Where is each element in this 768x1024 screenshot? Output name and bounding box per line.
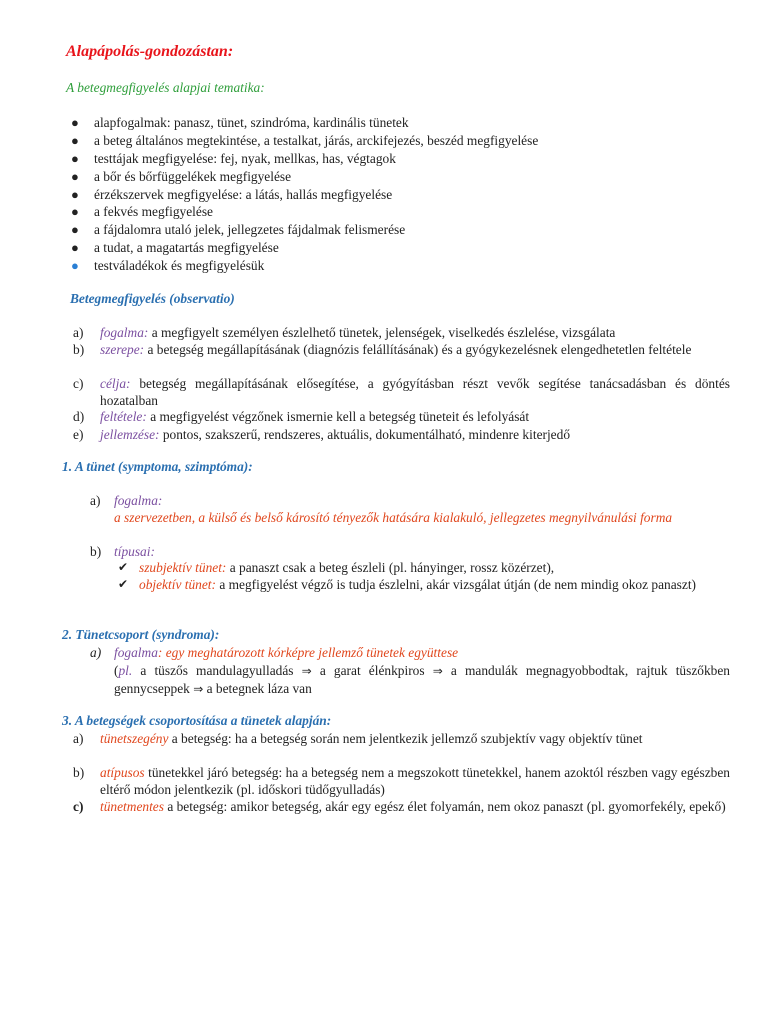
item-text: a betegség: ha a betegség során nem jelentkezik jellemző szubjektív vagy objektív tünet [168,731,643,746]
item-label: objektív tünet: [139,577,216,592]
item-letter: c) [73,376,84,391]
list-item: ● testtájak megfigyelése: fej, nyak, mellkas, has, végtagok [71,150,396,166]
check-mark-icon: ✔ [118,560,129,574]
bullet-icon: ● [71,168,79,184]
item-label: típusai: [114,544,155,559]
list-item [73,426,730,443]
section-heading-symptom: 1. A tünet (symptoma, szimptóma): [62,459,253,474]
item-letter: a) [90,645,102,660]
item-text: a betegség megállapításának (diagnózis felállításának) és a gyógykezelésnek elengedhetetlen feltétele [144,342,692,357]
item-letter: b) [90,544,102,559]
list-item [73,408,730,425]
bullet-icon: ● [71,258,79,274]
topic-list [70,114,730,275]
item-label: jellemzése: [100,427,160,442]
list-item: ● érzékszervek megfigyelése: a látás, hallás megfigyelése [71,186,393,202]
document-title: Alapápolás-gondozástan: [66,43,234,60]
bullet-icon: ● [71,150,79,166]
item-letter: a) [90,493,101,508]
list-item: ● a tudat, a magatartás megfigyelése [71,240,279,256]
item-letter: d) [73,409,85,424]
list-item: ● testváladékok és megfigyelésük [71,258,265,274]
item-text: a szervezetben, a külső és belső károsító tényezők hatására kialakuló, jellegzetes megnyilvánulási forma [114,510,673,525]
implies-arrow-icon: ⇒ [301,664,312,678]
list-item: ● a fájdalomra utaló jelek, jellegzetes fájdalmak felismerése [71,222,406,238]
item-label: célja: [100,376,131,391]
item-label: fogalma: [100,325,149,340]
item-text: a megfigyelést végzőnek ismernie kell a betegség tüneteit és lefolyását [146,409,530,424]
bullet-icon: ● [71,240,79,256]
item-label: tünetmentes [100,799,164,814]
list-item: ● a fekvés megfigyelése [71,204,213,220]
list-item: ● a beteg általános megtekintése, a testalkat, járás, arckifejezés, beszéd megfigyelése [71,132,539,148]
list-item [73,764,730,798]
bullet-icon: ● [71,115,79,130]
section-heading-observatio: Betegmegfigyelés (observatio) [70,291,235,306]
check-mark-icon: ✔ [118,577,129,591]
document-subtitle: A betegmegfigyelés alapjai tematika: [66,80,265,95]
item-label: szubjektív tünet: [139,560,227,575]
item-text: a panaszt csak a beteg észleli (pl. hányinger, rossz közérzet), [226,560,555,575]
list-item [90,644,730,661]
item-letter: a) [73,731,84,746]
item-text: pontos, szakszerű, rendszeres, aktuális, dokumentálható, mindenre kiterjedő [159,427,571,442]
list-item [90,543,730,560]
item-letter: a) [73,325,84,340]
item-label: szerepe: [100,342,145,357]
list-item: ● a bőr és bőrfüggelékek megfigyelése [71,168,292,184]
bullet-icon: ● [71,204,79,220]
implies-arrow-icon: ⇒ [432,664,443,678]
list-item [73,375,730,409]
list-item [90,492,730,526]
item-label: feltétele: [100,409,147,424]
item-text: a megfigyelt személyen észlelhető tünetek, jelenségek, viselkedés észlelése, vizsgálata [148,325,616,340]
item-text: : egy meghatározott kórképre jellemző tünetek együttese [157,645,459,660]
item-letter: b) [73,342,85,357]
list-item [118,576,730,593]
item-label: fogalma: [114,493,163,508]
list-item: ● alapfogalmak: panasz, tünet, szindróma, kardinális tünetek [71,115,409,130]
bullet-icon: ● [71,186,79,202]
item-letter: e) [73,427,84,442]
item-label: tünetszegény [100,731,169,746]
bullet-icon: ● [71,132,79,148]
example-text: (pl. a tüszős mandulagyulladás ⇒ a garat élénkpiros ⇒ a mandulák megnagyobbodtak, rajtuk tüszőkben gennycseppek ⇒ a betegnek láza van [114,663,730,696]
list-item [73,341,730,358]
item-letter: b) [73,765,85,780]
list-item [73,730,730,747]
item-text: tünetekkel járó betegség: ha a betegség nem a megszokott tünetekkel, hanem azoktól részben vagy egészben eltérő módon jelentkezik (pl. időskori tüdőgyulladás) [100,765,730,797]
list-item [118,559,730,576]
item-letter: c) [73,799,84,814]
section-heading-syndrome: 2. Tünetcsoport (syndroma): [62,627,220,642]
item-text: a betegség: amikor betegség, akár egy egész élet folyamán, nem okoz panaszt (pl. gyomorfekély, epekő) [163,799,726,814]
section-heading-classification: 3. A betegségek csoportosítása a tünetek alapján: [62,713,332,728]
bullet-icon: ● [71,222,79,238]
implies-arrow-icon: ⇒ [193,682,204,696]
item-text: a megfigyelést végző is tudja észlelni, akár vizsgálat útján (de nem mindig okoz panaszt) [215,577,697,592]
item-label: fogalma [114,645,158,660]
item-text: betegség megállapításának elősegítése, a gyógyításban részt vevők segítése tanácsadásban és döntés hozatalban [100,376,730,408]
list-item [73,324,730,341]
list-item [73,798,730,815]
item-label: atípusos [100,765,145,780]
